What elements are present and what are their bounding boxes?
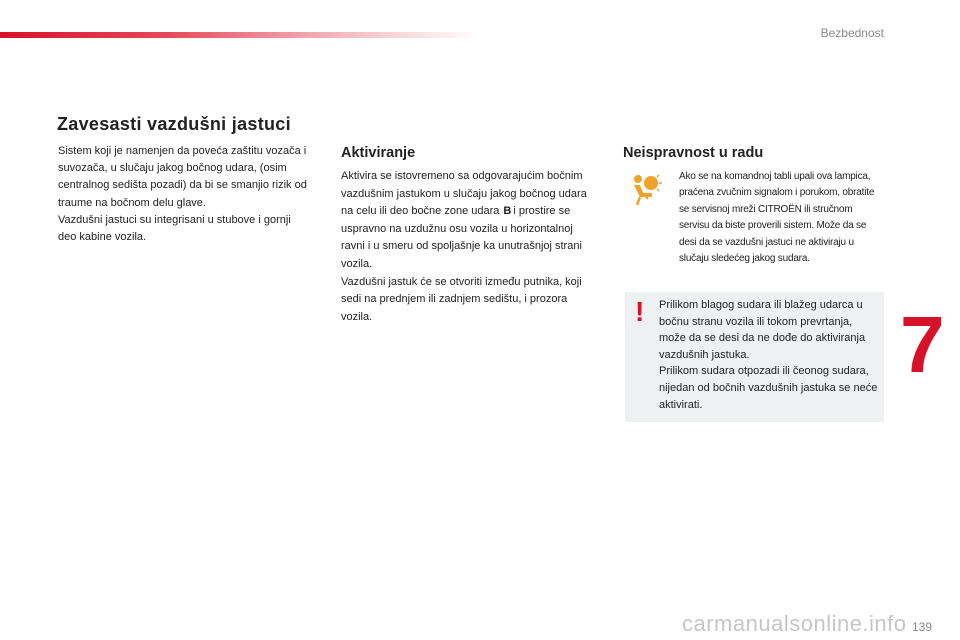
exclamation-icon: ! bbox=[635, 296, 645, 327]
intro-paragraph: Vazdušni jastuci su integrisani u stubove i gornji deo kabine vozila. bbox=[58, 213, 291, 244]
fault-heading: Neispravnost u radu bbox=[623, 145, 764, 161]
page-title: Zavesasti vazdušni jastuci bbox=[57, 114, 291, 134]
activation-paragraph: Vazdušni jastuk će se otvoriti između putnika, koji sedi na prednjem ili zadnjem sedištu, i prozora vozila. bbox=[341, 275, 582, 323]
section-label: Bezbednost bbox=[820, 26, 884, 40]
header-color-bar bbox=[0, 32, 480, 38]
fault-paragraph: Ako se na komandnoj tabli upali ova lampica, praćena zvučnim signalom i porukom, obratite se servisnoj mreži CITROËN ili stručnom servisu da biste proverili sistem. Može da se desi da se vazdušni jastuci ne aktiviraju u slučaju sledećeg jakog sudara. bbox=[679, 171, 875, 265]
warning-note bbox=[625, 292, 884, 422]
airbag-warning-icon bbox=[628, 172, 662, 206]
intro-column bbox=[58, 143, 308, 246]
activation-text: Aktivira se istovremeno sa odgovarajućim bočnim vazdušnim jastukom u slučaju jakog bočnog udara na celu ili deo bočne zone udara bbox=[341, 170, 587, 218]
activation-column bbox=[341, 168, 599, 326]
watermark: carmanualsonline.info bbox=[682, 611, 907, 636]
page-number: 139 bbox=[911, 620, 932, 634]
zone-letter: B bbox=[503, 205, 512, 218]
note-text bbox=[659, 297, 879, 413]
note-paragraph: Prilikom sudara otpozadi ili čeonog sudara, nijedan od bočnih vazdušnih jastuka se neće aktivirati. bbox=[659, 365, 878, 411]
chapter-number: 7 bbox=[900, 300, 945, 389]
activation-heading: Aktiviranje bbox=[341, 145, 416, 161]
fault-description bbox=[679, 169, 884, 267]
activation-paragraph bbox=[341, 168, 599, 274]
note-paragraph: Prilikom blagog sudara ili blažeg udarca u bočnu stranu vozila ili tokom prevrtanja, može da se desi da ne dođe do aktiviranja vazdušnih jastuka. bbox=[659, 299, 866, 361]
intro-paragraph: Sistem koji je namenjen da poveća zaštitu vozača i suvozača, u slučaju jakog bočnog udara, (osim centralnog sedišta pozadi) da bi se smanjio rizik od traume na bočnom delu glave. bbox=[58, 145, 307, 209]
activation-text: i prostire se uspravno na uzdužnu osu vozila u horizontalnoj ravni i u smeru od spoljašnje ka unutrašnjoj strani vozila. bbox=[341, 205, 582, 270]
